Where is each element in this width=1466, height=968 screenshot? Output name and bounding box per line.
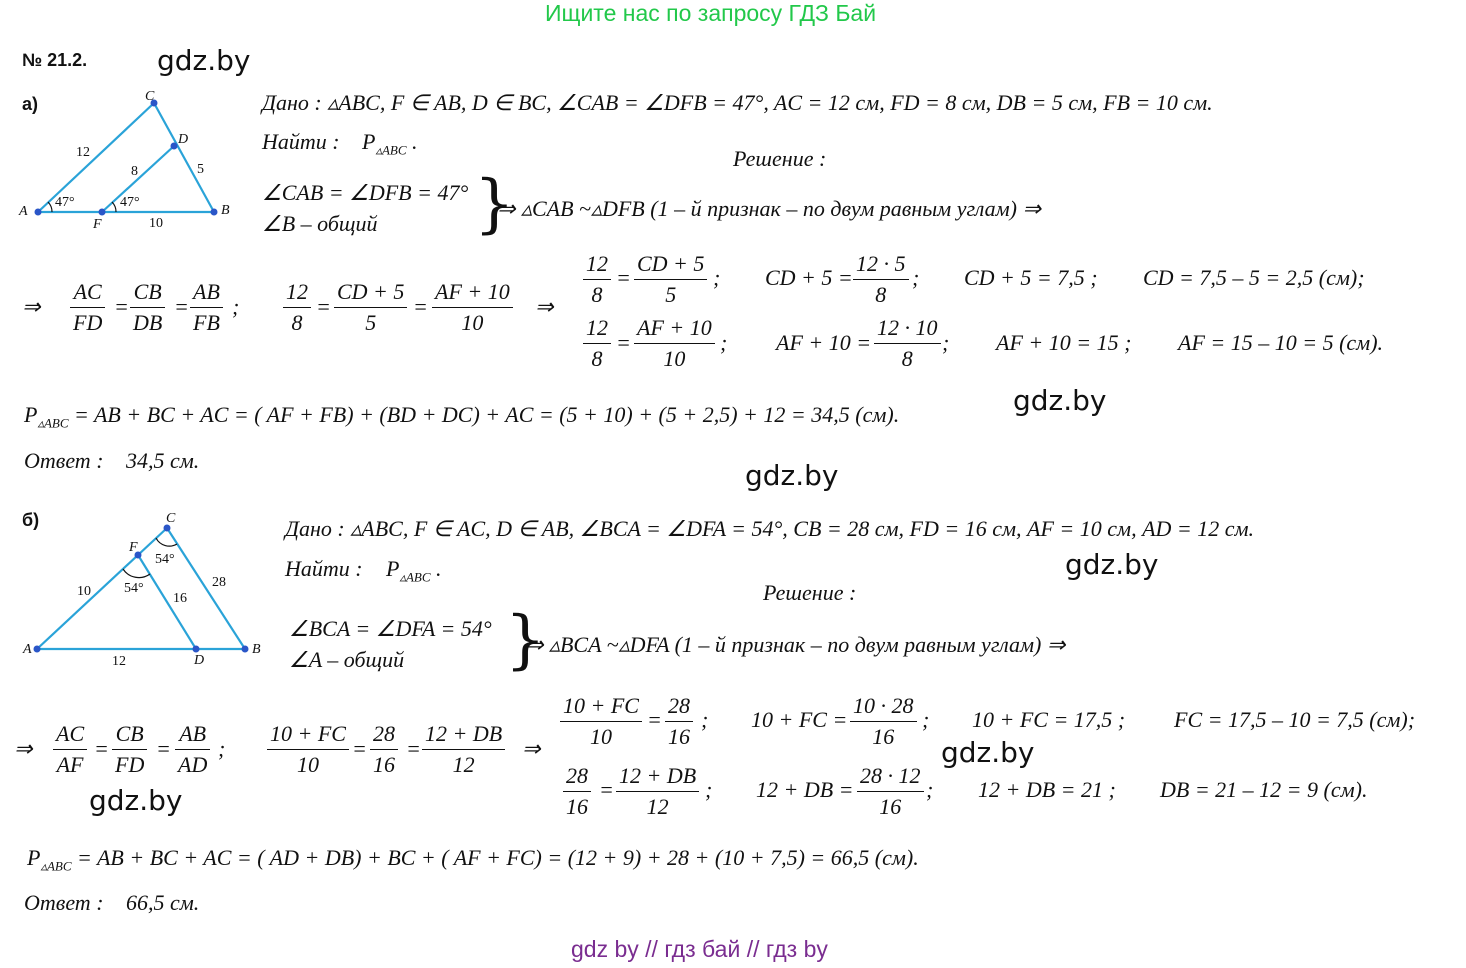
- eq2-frac1-b: $\frac{28}{16}$: [563, 761, 591, 822]
- angle-label-f: 47°: [120, 195, 140, 210]
- watermark: gdz.by: [1013, 384, 1107, 417]
- eq1-frac3-a: $\frac{12 \cdot 5}{8}$: [853, 249, 909, 310]
- eq2-t3-b: DB = 21 – 12 = 9 (см).: [1160, 777, 1368, 802]
- system-line1-b: ∠BCA = ∠DFA = 54°: [289, 616, 492, 641]
- eq1-frac2-b: $\frac{28}{16}$: [665, 691, 693, 752]
- answer-label-a: Ответ :: [24, 448, 104, 473]
- eq1-frac1-a: $\frac{12}{8}$: [583, 249, 611, 310]
- eq2-t1-b: 12 + DB =: [756, 777, 854, 802]
- given-b: Дано : ▵ABC, F ∈ AC, D ∈ AB, ∠BCA = ∠DFA = 54°, CB = 28 см, FD = 16 см, AF = 10 см, AD = 12 см.: [285, 516, 1255, 541]
- arrow-a: ⇒: [22, 294, 41, 319]
- solution-label-a: Решение :: [733, 146, 827, 171]
- watermark: gdz.by: [89, 784, 183, 817]
- ratio-frac-b3: $\frac{AB}{AD}$: [175, 719, 210, 780]
- eq2-t3-a: AF = 15 – 10 = 5 (см).: [1178, 330, 1384, 355]
- side-label-fd: 8: [131, 164, 138, 179]
- num-frac-a2: $\frac{CD + 5}{5}$: [334, 277, 407, 338]
- ratio-frac-a2: $\frac{CB}{DB}$: [130, 277, 165, 338]
- ratio-frac-b2: $\frac{CB}{FD}$: [112, 719, 147, 780]
- similarity-b: ⇒ ▵BCA ~▵DFA (1 – й признак – по двум равным углам) ⇒: [525, 632, 1066, 657]
- eq1-frac2-a: $\frac{CD + 5}{5}$: [634, 249, 707, 310]
- vertex-a-c: C: [145, 89, 155, 104]
- eq1-t3-b: FC = 17,5 – 10 = 7,5 (см);: [1174, 707, 1416, 732]
- find-label-a: Найти :: [262, 129, 340, 154]
- num-frac-b1: $\frac{10 + FC}{10}$: [267, 719, 349, 780]
- part-b-label: б): [22, 510, 40, 530]
- side-label-cb: 28: [212, 575, 226, 590]
- vertex-b-f: F: [129, 540, 138, 555]
- perimeter-a: $P_{▵ABC}$ = AB + BC + AC = ( AF + FB) + (BD + DC) + AC = (5 + 10) + (5 + 2,5) + 12 = 34,5 (см).: [24, 402, 900, 431]
- side-label-af: 10: [77, 584, 91, 599]
- eq1-t1-a: CD + 5 =: [765, 265, 853, 290]
- side-label-ac: 12: [76, 145, 90, 160]
- problem-number: № 21.2.: [22, 50, 88, 70]
- answer-label-b: Ответ :: [24, 890, 104, 915]
- triangle-figure-a: [15, 86, 245, 236]
- watermark: gdz.by: [157, 44, 251, 77]
- eq1-frac1-b: $\frac{10 + FC}{10}$: [560, 691, 642, 752]
- eq2-frac2-b: $\frac{12 + DB}{12}$: [616, 761, 699, 822]
- ratio-frac-a3: $\frac{AB}{FB}$: [190, 277, 223, 338]
- watermark: gdz.by: [1065, 548, 1159, 581]
- vertex-b-c: C: [166, 511, 176, 526]
- system-line2-a: ∠B – общий: [262, 211, 378, 236]
- footer-links[interactable]: gdz by // гдз бай // гдз by: [571, 936, 828, 962]
- side-label-fd-b: 16: [173, 591, 187, 606]
- eq2-t2-b: 12 + DB = 21 ;: [978, 777, 1116, 802]
- given-a: Дано : ▵ABC, F ∈ AB, D ∈ BC, ∠CAB = ∠DFB = 47°, AC = 12 см, FD = 8 см, DB = 5 см, FB = 10 см.: [262, 90, 1213, 115]
- arrow-b: ⇒: [14, 736, 33, 761]
- side-label-db: 5: [197, 162, 204, 177]
- part-a-label: а): [22, 94, 39, 114]
- answer-value-b: 66,5 см.: [126, 890, 200, 915]
- vertex-a-b: B: [221, 203, 230, 218]
- similarity-a: ⇒ ▵CAB ~▵DFB (1 – й признак – по двум равным углам) ⇒: [497, 196, 1041, 221]
- eq2-t2-a: AF + 10 = 15 ;: [996, 330, 1132, 355]
- eq2-frac3-a: $\frac{12 \cdot 10}{8}$: [874, 313, 941, 374]
- brace-b: }: [505, 603, 546, 677]
- system-line2-b: ∠A – общий: [289, 647, 405, 672]
- watermark: gdz.by: [745, 459, 839, 492]
- num-frac-b3: $\frac{12 + DB}{12}$: [422, 719, 505, 780]
- num-frac-b2: $\frac{28}{16}$: [370, 719, 398, 780]
- eq2-frac1-a: $\frac{12}{8}$: [583, 313, 611, 374]
- watermark: gdz.by: [941, 736, 1035, 769]
- angle-label-a: 47°: [55, 195, 75, 210]
- answer-value-a: 34,5 см.: [126, 448, 200, 473]
- arrow-b2: ⇒: [522, 736, 541, 761]
- ratio-frac-b1: $\frac{AC}{AF}$: [53, 719, 87, 780]
- vertex-a-d: D: [178, 132, 189, 147]
- vertex-b-b: B: [252, 642, 261, 657]
- search-banner: Ищите нас по запросу ГДЗ Бай: [545, 0, 877, 26]
- find-value-a: $P_{▵ABC}$ .: [362, 129, 418, 158]
- side-label-fb: 10: [149, 216, 163, 231]
- angle-label-c: 54°: [155, 552, 175, 567]
- eq1-t2-a: CD + 5 = 7,5 ;: [964, 265, 1098, 290]
- perimeter-b: $P_{▵ABC}$ = AB + BC + AC = ( AD + DB) + BC + ( AF + FC) = (12 + 9) + 28 + (10 + 7,5) = 66,5 (см).: [27, 845, 919, 874]
- vertex-a-a: A: [19, 204, 28, 219]
- num-frac-a3: $\frac{AF + 10}{10}$: [432, 277, 513, 338]
- ratio-frac-a1: $\frac{AC}{FD}$: [70, 277, 105, 338]
- eq1-t1-b: 10 + FC =: [751, 707, 848, 732]
- side-label-ad: 12: [112, 654, 126, 669]
- arrow-a2: ⇒: [535, 294, 554, 319]
- eq1-t2-b: 10 + FC = 17,5 ;: [972, 707, 1126, 732]
- find-label-b: Найти :: [285, 556, 363, 581]
- eq2-frac3-b: $\frac{28 \cdot 12}{16}$: [857, 761, 924, 822]
- find-value-b: $P_{▵ABC}$ .: [386, 556, 442, 585]
- angle-label-fb: 54°: [124, 581, 144, 596]
- vertex-a-f: F: [93, 217, 102, 232]
- system-line1-a: ∠CAB = ∠DFB = 47°: [262, 180, 469, 205]
- eq2-t1-a: AF + 10 =: [776, 330, 872, 355]
- solution-label-b: Решение :: [763, 580, 857, 605]
- triangle-figure-b: [15, 506, 275, 670]
- eq1-t3-a: CD = 7,5 – 5 = 2,5 (см);: [1143, 265, 1365, 290]
- vertex-b-d: D: [194, 653, 205, 668]
- num-frac-a1: $\frac{12}{8}$: [283, 277, 311, 338]
- eq1-frac3-b: $\frac{10 \cdot 28}{16}$: [850, 691, 917, 752]
- vertex-b-a: A: [23, 642, 32, 657]
- brace-a: }: [474, 167, 515, 241]
- eq2-frac2-a: $\frac{AF + 10}{10}$: [634, 313, 715, 374]
